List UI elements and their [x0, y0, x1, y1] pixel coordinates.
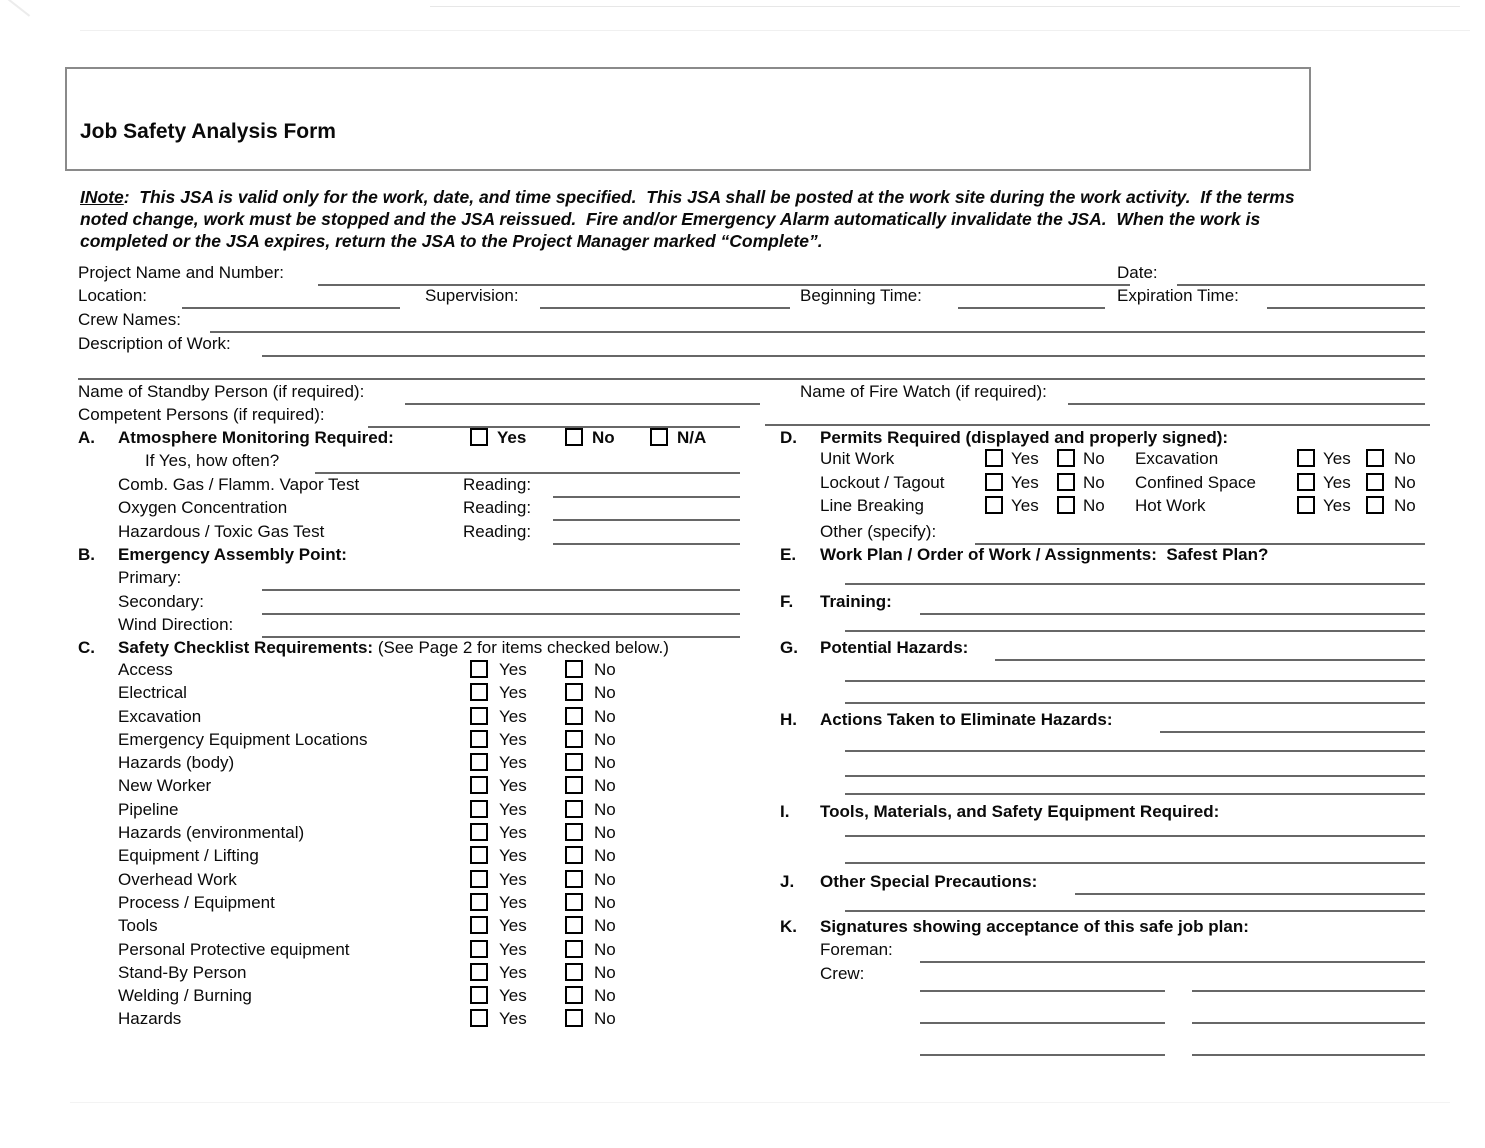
no-checkbox[interactable]: [565, 870, 583, 888]
section-d-letter: D.: [780, 428, 797, 447]
checklist-row: [118, 1009, 678, 1032]
section-h-title: Actions Taken to Eliminate Hazards:: [820, 710, 1113, 729]
no-label: No: [1083, 449, 1105, 468]
j-input-line[interactable]: [1075, 893, 1425, 895]
yes-label: Yes: [499, 869, 527, 889]
fire-watch-label: Name of Fire Watch (if required):: [800, 382, 1047, 401]
a-no-label: No: [592, 428, 615, 447]
b-secondary-label: Secondary:: [118, 592, 204, 611]
no-label: No: [1083, 496, 1105, 516]
note-line3: completed or the JSA expires, return the JSA to the Project Manager marked “Complete”.: [80, 231, 823, 251]
scan-artifact: [430, 6, 1460, 7]
section-d-title: Permits Required (displayed and properly signed):: [820, 428, 1229, 447]
supervision-input-line[interactable]: [540, 307, 790, 309]
scan-artifact: [70, 1102, 1450, 1103]
yes-checkbox[interactable]: [470, 683, 488, 701]
yes-label: Yes: [499, 892, 527, 912]
yes-checkbox[interactable]: [1297, 473, 1315, 491]
yes-label: Yes: [1323, 496, 1351, 516]
e-input-line[interactable]: [845, 583, 1425, 585]
checklist-item-label: Emergency Equipment Locations: [118, 729, 368, 749]
section-f-letter: F.: [780, 592, 794, 611]
standby-person-label: Name of Standby Person (if required):: [78, 382, 365, 401]
a-how-often-label: If Yes, how often?: [145, 451, 280, 470]
h-input-line[interactable]: [1160, 731, 1425, 733]
checklist-item-label: Stand-By Person: [118, 962, 247, 982]
beginning-time-label: Beginning Time:: [800, 286, 922, 305]
section-i-title: Tools, Materials, and Safety Equipment Required:: [820, 802, 1220, 821]
yes-label: Yes: [499, 729, 527, 749]
no-label: No: [594, 683, 616, 703]
no-label: No: [1394, 472, 1416, 492]
no-checkbox[interactable]: [565, 660, 583, 678]
f-input-line[interactable]: [920, 613, 1425, 615]
description-of-work-continuation-line[interactable]: [78, 378, 1425, 380]
no-label: No: [1394, 496, 1416, 516]
beginning-time-input-line[interactable]: [958, 307, 1105, 309]
a-na-checkbox[interactable]: [650, 428, 668, 446]
k-crew-label: Crew:: [820, 964, 865, 983]
section-c-letter: C.: [78, 638, 95, 657]
permit-label: Excavation: [1135, 449, 1219, 468]
section-b-letter: B.: [78, 545, 95, 564]
checklist-row: [118, 893, 678, 916]
yes-label: Yes: [499, 939, 527, 959]
checklist-row: [118, 776, 678, 799]
no-checkbox[interactable]: [565, 800, 583, 818]
yes-label: Yes: [499, 823, 527, 843]
no-checkbox[interactable]: [565, 940, 583, 958]
no-checkbox[interactable]: [565, 963, 583, 981]
yes-checkbox[interactable]: [470, 707, 488, 725]
note-line2: noted change, work must be stopped and the JSA reissued. Fire and/or Emergency Alarm automatically invalidate the JSA. When the work is: [80, 209, 1261, 229]
a-na-label: N/A: [677, 428, 707, 447]
section-e-letter: E.: [780, 545, 797, 564]
no-label: No: [594, 729, 616, 749]
yes-checkbox[interactable]: [470, 870, 488, 888]
a-test-oxygen-label: Oxygen Concentration: [118, 498, 288, 517]
a-no-checkbox[interactable]: [565, 428, 583, 446]
checklist-row: [118, 660, 678, 683]
yes-checkbox[interactable]: [1297, 449, 1315, 467]
yes-label: Yes: [499, 706, 527, 726]
section-b-title: Emergency Assembly Point:: [118, 545, 347, 564]
fire-watch-input-line[interactable]: [1068, 403, 1425, 405]
checklist-row: [118, 683, 678, 706]
expiration-time-label: Expiration Time:: [1117, 286, 1239, 305]
a-reading-label: Reading:: [463, 498, 532, 517]
section-k-letter: K.: [780, 917, 797, 936]
a-yes-label: Yes: [497, 428, 527, 447]
a-how-often-input-line[interactable]: [315, 472, 740, 474]
yes-checkbox[interactable]: [985, 449, 1003, 467]
yes-label: Yes: [1011, 496, 1039, 516]
k-crew-signature-line[interactable]: [920, 1022, 1165, 1024]
k-crew-signature-line[interactable]: [1192, 1022, 1425, 1024]
no-label: No: [594, 916, 616, 936]
standby-person-input-line[interactable]: [405, 403, 760, 405]
no-checkbox[interactable]: [1366, 496, 1384, 514]
k-crew-signature-line[interactable]: [920, 1054, 1165, 1056]
no-label: No: [594, 892, 616, 912]
checklist-row: [118, 916, 678, 939]
no-checkbox[interactable]: [1057, 496, 1075, 514]
permit-row: [820, 473, 1440, 497]
section-a-title: Atmosphere Monitoring Required:: [118, 428, 394, 447]
checklist-row: [118, 730, 678, 753]
no-label: No: [594, 1009, 616, 1029]
yes-checkbox[interactable]: [470, 776, 488, 794]
yes-label: Yes: [499, 683, 527, 703]
title-box: [65, 67, 1311, 171]
yes-label: Yes: [499, 776, 527, 796]
yes-label: Yes: [499, 1009, 527, 1029]
section-f-title: Training:: [820, 592, 892, 611]
checklist-item-label: Electrical: [118, 683, 187, 703]
j-input-line-2[interactable]: [845, 910, 1425, 912]
no-label: No: [1394, 449, 1416, 468]
checklist-row: [118, 940, 678, 963]
scan-artifact: [80, 30, 1470, 31]
checklist-row: [118, 823, 678, 846]
expiration-time-input-line[interactable]: [1267, 307, 1425, 309]
checklist-item-label: Equipment / Lifting: [118, 846, 259, 866]
no-checkbox[interactable]: [565, 707, 583, 725]
section-i-letter: I.: [780, 802, 790, 821]
checklist-item-label: Overhead Work: [118, 869, 237, 889]
permit-label: Hot Work: [1135, 496, 1206, 516]
k-crew-signature-line[interactable]: [1192, 990, 1425, 992]
yes-label: Yes: [499, 986, 527, 1006]
no-label: No: [594, 660, 616, 679]
crew-names-input-line[interactable]: [210, 331, 1425, 333]
yes-checkbox[interactable]: [470, 823, 488, 841]
section-a-letter: A.: [78, 428, 95, 447]
no-checkbox[interactable]: [565, 823, 583, 841]
checklist-item-label: Access: [118, 660, 173, 679]
checklist-row: [118, 846, 678, 869]
checklist-item-label: Hazards: [118, 1009, 182, 1029]
checklist-item-label: New Worker: [118, 776, 212, 796]
yes-checkbox[interactable]: [470, 986, 488, 1004]
section-h-letter: H.: [780, 710, 797, 729]
yes-label: Yes: [499, 753, 527, 773]
g-input-line[interactable]: [995, 659, 1425, 661]
yes-checkbox[interactable]: [470, 660, 488, 678]
no-checkbox[interactable]: [1057, 473, 1075, 491]
safety-checklist: [118, 660, 678, 1033]
checklist-item-label: Welding / Burning: [118, 986, 252, 1006]
permit-label: Line Breaking: [820, 496, 924, 516]
crew-names-label: Crew Names:: [78, 310, 181, 329]
yes-label: Yes: [499, 916, 527, 936]
project-name-label: Project Name and Number:: [78, 263, 284, 282]
no-label: No: [594, 706, 616, 726]
h-input-line-4[interactable]: [845, 793, 1425, 795]
no-label: No: [594, 986, 616, 1006]
section-g-letter: G.: [780, 638, 798, 657]
checklist-item-label: Process / Equipment: [118, 892, 275, 912]
no-checkbox[interactable]: [565, 730, 583, 748]
no-label: No: [594, 823, 616, 843]
i-input-line-2[interactable]: [845, 862, 1425, 864]
checklist-row: [118, 753, 678, 776]
g-input-line-2[interactable]: [845, 680, 1425, 682]
section-c-title: [118, 638, 669, 657]
checklist-row: [118, 986, 678, 1009]
date-label: Date:: [1117, 263, 1158, 282]
no-checkbox[interactable]: [1057, 449, 1075, 467]
yes-checkbox[interactable]: [470, 800, 488, 818]
location-input-line[interactable]: [182, 307, 400, 309]
no-label: No: [594, 869, 616, 889]
checklist-row: [118, 963, 678, 986]
a-reading-label: Reading:: [463, 475, 532, 494]
permit-row: [820, 449, 1440, 473]
supervision-label: Supervision:: [425, 286, 519, 305]
a-yes-checkbox[interactable]: [470, 428, 488, 446]
b-primary-input-line[interactable]: [262, 589, 740, 591]
permit-label: Unit Work: [820, 449, 895, 468]
checklist-item-label: Hazards (environmental): [118, 823, 305, 843]
k-foreman-signature-line[interactable]: [920, 961, 1425, 963]
yes-checkbox[interactable]: [470, 940, 488, 958]
section-k-title: Signatures showing acceptance of this safe job plan:: [820, 917, 1249, 936]
no-label: No: [594, 753, 616, 773]
no-checkbox[interactable]: [565, 986, 583, 1004]
k-foreman-label: Foreman:: [820, 940, 893, 959]
section-c-subtitle: (See Page 2 for items checked below.): [373, 638, 669, 657]
no-label: No: [594, 962, 616, 982]
yes-checkbox[interactable]: [470, 730, 488, 748]
yes-label: Yes: [1323, 472, 1351, 492]
yes-checkbox[interactable]: [470, 893, 488, 911]
no-checkbox[interactable]: [565, 1009, 583, 1027]
no-checkbox[interactable]: [1366, 473, 1384, 491]
yes-checkbox[interactable]: [985, 496, 1003, 514]
h-input-line-3[interactable]: [845, 775, 1425, 777]
yes-label: Yes: [499, 660, 527, 679]
yes-checkbox[interactable]: [985, 473, 1003, 491]
checklist-row: [118, 707, 678, 730]
section-j-title: Other Special Precautions:: [820, 872, 1038, 891]
permit-label: Lockout / Tagout: [820, 472, 945, 492]
no-label: No: [1083, 472, 1105, 492]
i-input-line[interactable]: [845, 835, 1425, 837]
section-g-title: Potential Hazards:: [820, 638, 969, 657]
yes-label: Yes: [499, 846, 527, 866]
checklist-row: [118, 800, 678, 823]
note-label: INote: [80, 187, 124, 207]
competent-persons-label: Competent Persons (if required):: [78, 405, 325, 424]
no-checkbox[interactable]: [565, 916, 583, 934]
description-of-work-input-line[interactable]: [262, 355, 1425, 357]
no-checkbox[interactable]: [1366, 449, 1384, 467]
no-checkbox[interactable]: [565, 683, 583, 701]
a-test-comb-gas-label: Comb. Gas / Flamm. Vapor Test: [118, 475, 360, 494]
permits-list: [820, 449, 1440, 520]
h-input-line-2[interactable]: [845, 750, 1425, 752]
no-label: No: [594, 846, 616, 866]
no-checkbox[interactable]: [565, 893, 583, 911]
a-test-toxic-gas-label: Hazardous / Toxic Gas Test: [118, 522, 325, 541]
yes-checkbox[interactable]: [470, 963, 488, 981]
yes-checkbox[interactable]: [470, 846, 488, 864]
no-checkbox[interactable]: [565, 753, 583, 771]
section-e-title: Work Plan / Order of Work / Assignments: Safest Plan?: [820, 545, 1269, 564]
checklist-item-label: Tools: [118, 916, 158, 936]
note-line1: : This JSA is valid only for the work, date, and time specified. This JSA shall be posted at the work site during the work activity. If the terms: [123, 187, 1295, 207]
yes-checkbox[interactable]: [470, 1009, 488, 1027]
checklist-item-label: Excavation: [118, 706, 202, 726]
yes-label: Yes: [1323, 449, 1351, 468]
yes-label: Yes: [499, 962, 527, 982]
b-wind-direction-label: Wind Direction:: [118, 615, 234, 634]
yes-checkbox[interactable]: [470, 916, 488, 934]
no-label: No: [594, 799, 616, 819]
a-reading-oxygen-input-line[interactable]: [553, 519, 740, 521]
checklist-item-label: Hazards (body): [118, 753, 235, 773]
yes-label: Yes: [1011, 472, 1039, 492]
g-input-line-3[interactable]: [845, 702, 1425, 704]
yes-checkbox[interactable]: [1297, 496, 1315, 514]
b-secondary-input-line[interactable]: [262, 613, 740, 615]
a-reading-comb-gas-input-line[interactable]: [553, 496, 740, 498]
checklist-item-label: Personal Protective equipment: [118, 939, 350, 959]
no-checkbox[interactable]: [565, 776, 583, 794]
scan-artifact: [0, 0, 30, 17]
yes-checkbox[interactable]: [470, 753, 488, 771]
k-crew-signature-line[interactable]: [1192, 1054, 1425, 1056]
a-reading-toxic-gas-input-line[interactable]: [553, 543, 740, 545]
no-label: No: [594, 939, 616, 959]
a-reading-label: Reading:: [463, 522, 532, 541]
no-label: No: [594, 776, 616, 796]
note-paragraph: [80, 186, 1295, 252]
location-label: Location:: [78, 286, 147, 305]
form-title: Job Safety Analysis Form: [80, 120, 336, 143]
no-checkbox[interactable]: [565, 846, 583, 864]
checklist-item-label: Pipeline: [118, 799, 179, 819]
section-j-letter: J.: [780, 872, 795, 891]
section-c-title-bold: Safety Checklist Requirements:: [118, 638, 374, 657]
yes-label: Yes: [499, 799, 527, 819]
yes-label: Yes: [1011, 449, 1039, 468]
permit-row: [820, 496, 1440, 520]
description-of-work-label: Description of Work:: [78, 334, 231, 353]
section-d-top-rule: [765, 424, 1430, 426]
b-primary-label: Primary:: [118, 568, 182, 587]
f-input-line-2[interactable]: [845, 630, 1425, 632]
k-crew-signature-line[interactable]: [920, 990, 1165, 992]
permit-label: Confined Space: [1135, 472, 1256, 492]
checklist-row: [118, 870, 678, 893]
d-other-specify-label: Other (specify):: [820, 522, 937, 541]
